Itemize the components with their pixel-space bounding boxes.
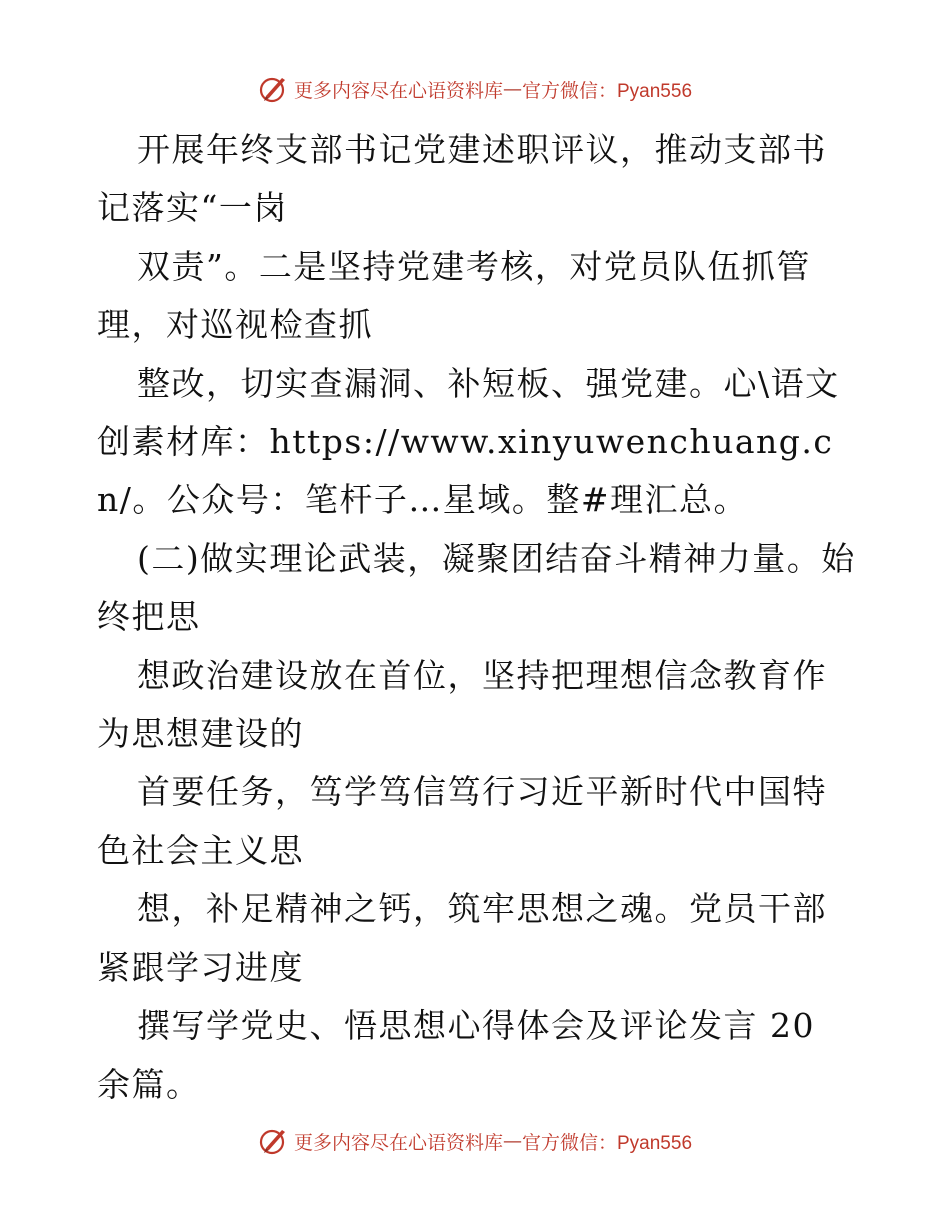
header-banner (0, 72, 950, 106)
quill-pen-logo-icon (258, 1126, 288, 1156)
banner-wechat: 官方微信：Pyan556 (522, 1132, 693, 1154)
paragraph: 想政治建设放在首位，坚持把理想信念教育作为思想建设的 (97, 655, 827, 754)
paragraph: 撰写学党史、悟思想心得体会及评论发言 20 余篇。 (97, 1006, 815, 1104)
banner-separator: — (503, 78, 522, 100)
paragraph: (二)做实理论武装，凝聚团结奋斗精神力量。始终把思 (97, 538, 856, 637)
paragraph: 整改，切实查漏洞、补短板、强党建。心\语文创素材库：https://www.xinyuwenchuang.cn/。公众号：笔杆子…星域。整#理汇总。 (97, 363, 840, 520)
document-body (97, 121, 857, 1114)
paragraph: 开展年终支部书记党建述职评议，推动支部书记落实“一岗 (97, 130, 827, 228)
banner-wechat: 官方微信：Pyan556 (522, 80, 693, 102)
paragraph: 双责”。二是坚持党建考核，对党员队伍抓管理，对巡视检查抓 (97, 246, 811, 345)
banner-text: 更多内容尽在心语资料库 (293, 1131, 503, 1154)
paragraph: 想，补足精神之钙，筑牢思想之魂。党员干部紧跟学习进度 (97, 889, 827, 987)
banner-text: 更多内容尽在心语资料库 (293, 79, 503, 102)
quill-pen-logo-icon (258, 74, 288, 104)
banner-separator: — (503, 1130, 522, 1152)
paragraph: 首要任务，笃学笃信笃行习近平新时代中国特色社会主义思 (97, 772, 827, 870)
footer-banner (0, 1124, 950, 1158)
